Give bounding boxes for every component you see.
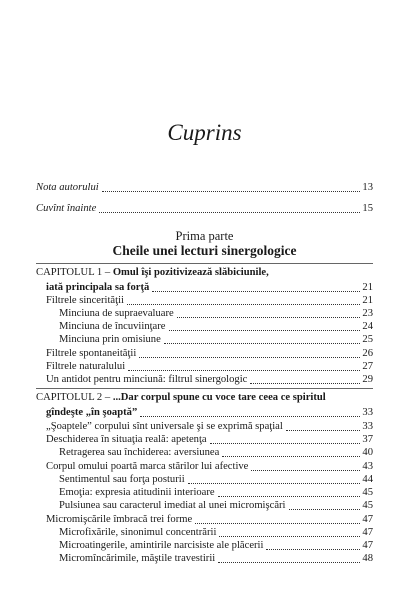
toc-entry-label: Filtrele spontaneităţii: [46, 348, 137, 359]
toc-entry: [46, 346, 373, 360]
toc-entry: [59, 332, 373, 346]
dot-leader: [164, 332, 361, 344]
toc-entry-page: 33: [362, 421, 373, 432]
toc-entry-page: 45: [362, 487, 373, 498]
toc-entry: [46, 419, 373, 433]
toc-entry-label: Minciuna de încuviinţare: [59, 321, 166, 332]
dot-leader: [140, 405, 360, 417]
toc-entry-page: 26: [362, 348, 373, 359]
dot-leader: [251, 459, 360, 471]
dot-leader: [169, 319, 361, 331]
toc-entry-label: Corpul omului poartă marca stărilor lui afective: [46, 461, 249, 472]
toc-entry-label: Un antidot pentru minciună: filtrul sinergologic: [46, 374, 248, 385]
dot-leader: [219, 525, 360, 537]
divider: [36, 388, 373, 389]
toc-entry-label: Emoţia: expresia atitudinii interioare: [59, 487, 215, 498]
toc-entry: [46, 432, 373, 446]
chapter-title-line2: gîndeşte „în şoaptă”: [46, 407, 138, 418]
toc-entry-label: Filtrele naturalului: [46, 361, 126, 372]
dot-leader: [218, 551, 360, 563]
toc-entry-page: 48: [362, 553, 373, 564]
chapter-prefix: CAPITOLUL 1 –: [36, 267, 113, 278]
toc-entry-page: 47: [362, 540, 373, 551]
toc-entry: [46, 372, 373, 386]
toc-entry: [46, 359, 373, 373]
toc-entry-label: Minciuna prin omisiune: [59, 334, 161, 345]
dot-leader: [128, 359, 360, 371]
toc-entry-label: Microfixările, sinonimul concentrării: [59, 527, 217, 538]
dot-leader: [152, 280, 360, 292]
toc-entry: [59, 319, 373, 333]
toc-entry: [59, 538, 373, 552]
toc-entry-label: Sentimentul sau forţa posturii: [59, 474, 185, 485]
toc-entry-author-note: [36, 180, 373, 194]
page-title: Cuprins: [167, 120, 242, 145]
toc-entry: [59, 525, 373, 539]
chapter-1-heading-line2: [46, 280, 373, 294]
dot-leader: [188, 472, 361, 484]
toc-entry-label: Micromîncărimile, măştile travestirii: [59, 553, 216, 564]
toc-entry-page: 27: [362, 361, 373, 372]
toc-entry-page: 21: [362, 295, 373, 306]
toc-entry: [59, 306, 373, 320]
toc-entry: [59, 485, 373, 499]
dot-leader: [289, 498, 361, 510]
dot-leader: [286, 419, 361, 431]
toc-entry: [59, 445, 373, 459]
toc-entry-label: „Şoaptele” corpului sînt universale şi se exprimă spaţial: [46, 421, 283, 432]
dot-leader: [102, 180, 361, 192]
toc-entry-page: 47: [362, 527, 373, 538]
dot-leader: [127, 293, 360, 305]
toc-entry-page: 21: [362, 282, 373, 293]
toc-entry: [59, 498, 373, 512]
toc-entry-label: Filtrele sincerităţii: [46, 295, 124, 306]
toc-entry-page: 13: [362, 182, 373, 193]
toc-entry-page: 24: [362, 321, 373, 332]
chapter-title-line1: Omul îşi pozitivizează slăbiciunile,: [112, 267, 269, 278]
dot-leader: [266, 538, 360, 550]
toc-entry-page: 45: [362, 500, 373, 511]
dot-leader: [222, 445, 360, 457]
dot-leader: [177, 306, 361, 318]
chapter-1-heading: [36, 267, 373, 279]
toc-entry-label: Nota autorului: [36, 182, 99, 193]
toc-entry-page: 37: [362, 434, 373, 445]
toc-entry-label: Retragerea sau închiderea: aversiunea: [59, 447, 220, 458]
toc-entry-label: Micromişcările îmbracă trei forme: [46, 514, 193, 525]
chapter-2-heading: [36, 392, 373, 404]
toc-entry-page: 29: [362, 374, 373, 385]
dot-leader: [195, 512, 360, 524]
toc-entry-page: 44: [362, 474, 373, 485]
toc-entry-page: 23: [362, 308, 373, 319]
toc-entry-page: 25: [362, 334, 373, 345]
toc-entry-label: Minciuna de supraevaluare: [59, 308, 174, 319]
toc-entry: [46, 512, 373, 526]
dot-leader: [139, 346, 360, 358]
toc-entry-page: 47: [362, 514, 373, 525]
toc-entry: [59, 551, 373, 565]
toc-entry-label: Cuvînt înainte: [36, 203, 97, 214]
toc-entry: [46, 459, 373, 473]
toc-entry: [59, 472, 373, 486]
part-label: Prima parte: [175, 229, 234, 243]
toc-entry-page: 40: [362, 447, 373, 458]
toc-entry-label: Deschiderea în situaţia reală: apetenţa: [46, 434, 207, 445]
dot-leader: [210, 432, 361, 444]
chapter-title-line1: ...Dar corpul spune cu voce tare ceea ce spiritul: [112, 392, 326, 403]
toc-entry-page: 15: [362, 203, 373, 214]
toc-entry: [46, 293, 373, 307]
part-title: Cheile unei lecturi sinergologice: [112, 243, 297, 258]
dot-leader: [99, 201, 360, 213]
toc-entry-foreword: [36, 201, 373, 215]
divider: [36, 263, 373, 264]
chapter-prefix: CAPITOLUL 2 –: [36, 392, 113, 403]
dot-leader: [218, 485, 361, 497]
toc-entry-page: 43: [362, 461, 373, 472]
chapter-title-line2: iată principala sa forţă: [46, 282, 150, 293]
toc-entry-page: 33: [362, 407, 373, 418]
dot-leader: [250, 372, 360, 384]
chapter-2-heading-line2: [46, 405, 373, 419]
toc-entry-label: Pulsiunea sau caracterul imediat al unei micromişcări: [59, 500, 286, 511]
toc-entry-label: Microatingerile, amintirile narcisiste ale plăcerii: [59, 540, 264, 551]
